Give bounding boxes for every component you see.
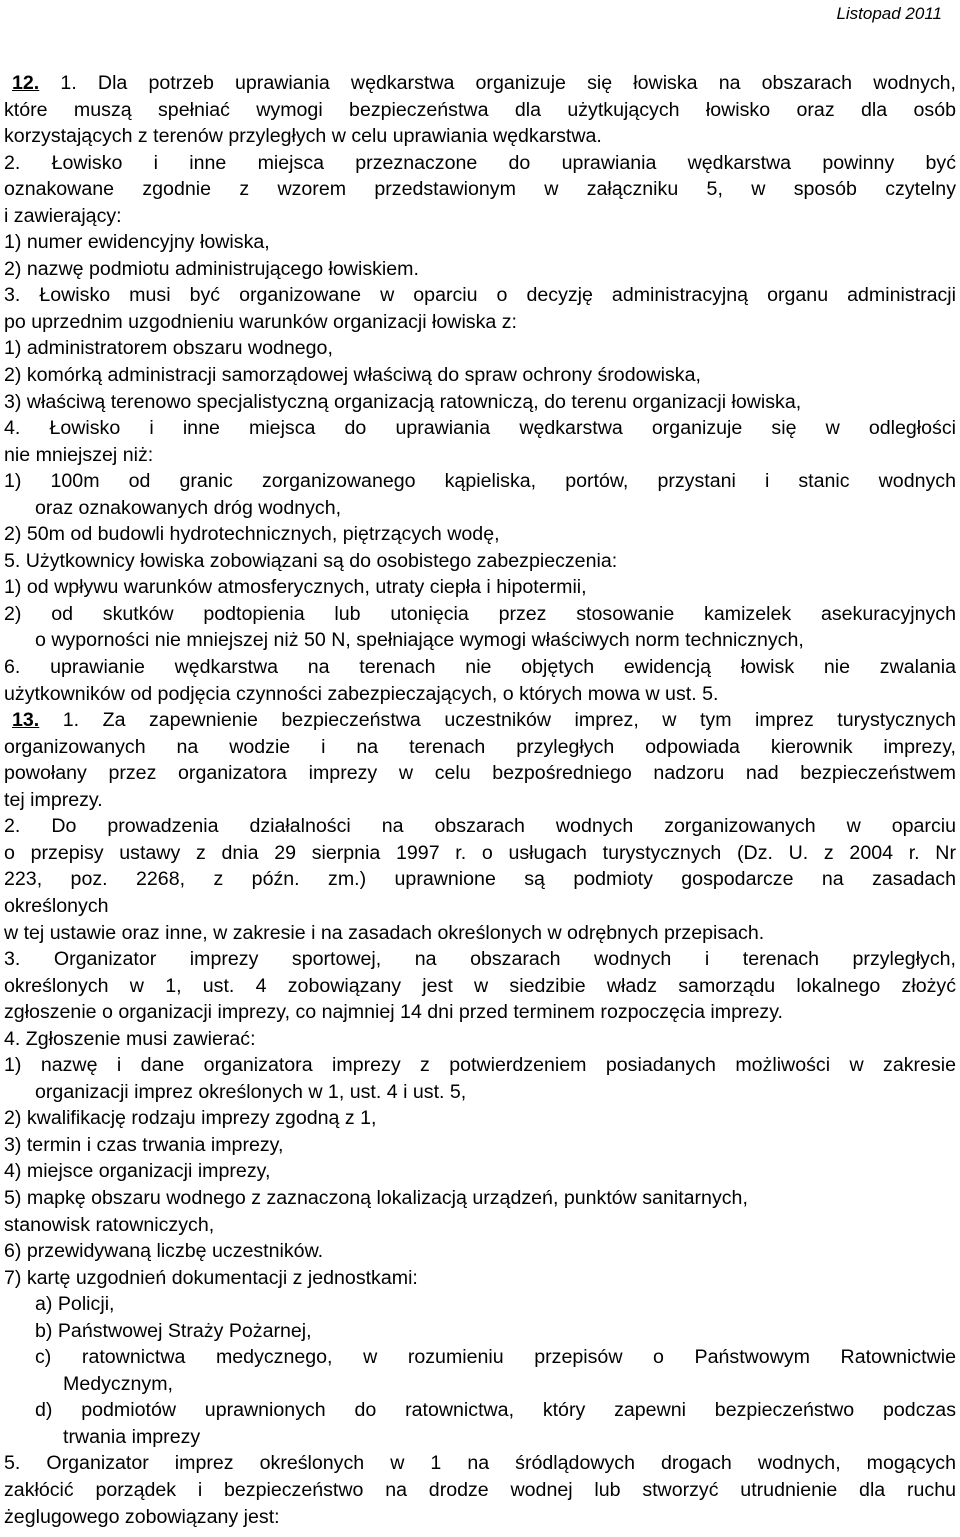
text-line — [4, 1371, 956, 1398]
line-text: 1) 100m od granic zorganizowanego kąpieliska, portów, przystani i stanic wodnych — [4, 470, 956, 493]
text-line — [4, 229, 956, 256]
text-line — [4, 1397, 956, 1424]
text-line — [4, 787, 956, 814]
line-text: 6) przewidywaną liczbę uczestników. — [4, 1240, 324, 1263]
line-text: 4. Łowisko i inne miejsca do uprawiania wędkarstwa organizuje się w odległości — [4, 417, 956, 440]
page-header-date: Listopad 2011 — [836, 4, 942, 23]
line-text: 1. Dla potrzeb uprawiania wędkarstwa organizuje się łowiska na obszarach wodnych, — [60, 72, 956, 94]
line-text: i zawierający: — [4, 204, 122, 227]
line-text: 2) 50m od budowli hydrotechnicznych, piętrzących wodę, — [4, 523, 500, 546]
text-line — [4, 1185, 956, 1212]
text-line — [4, 389, 956, 416]
text-line — [4, 1265, 956, 1292]
text-line — [4, 150, 956, 177]
text-line — [4, 1238, 956, 1265]
line-text: które muszą spełniać wymogi bezpieczeństwa dla użytkujących łowisko oraz dla osób — [4, 98, 956, 121]
line-text: po uprzednim uzgodnieniu warunków organizacji łowiska z: — [4, 310, 517, 333]
line-text: trwania imprezy — [63, 1425, 201, 1448]
line-text: 2) od skutków podtopienia lub utonięcia przez stosowanie kamizelek asekuracyjnych — [4, 602, 956, 625]
text-line — [4, 999, 956, 1026]
text-line — [4, 1291, 956, 1318]
line-text: c) ratownictwa medycznego, w rozumieniu przepisów o Państwowym Ratownictwie — [35, 1346, 956, 1369]
section-number: 12. — [12, 72, 40, 94]
line-text: korzystających z terenów przyległych w celu uprawiania wędkarstwa. — [4, 125, 602, 148]
text-line — [4, 495, 956, 522]
text-line — [4, 1450, 956, 1477]
text-line — [4, 601, 956, 628]
line-text: 2. Do prowadzenia działalności na obszarach wodnych zorganizowanych w oparciu — [4, 815, 956, 838]
line-text: 4) miejsce organizacji imprezy, — [4, 1160, 271, 1183]
line-text: organizacji imprez określonych w 1, ust. 4 i ust. 5, — [35, 1080, 467, 1103]
text-line — [4, 335, 956, 362]
text-line — [4, 1158, 956, 1185]
text-line — [4, 681, 956, 708]
line-text: zakłócić porządek i bezpieczeństwo na drodze wodnej lub stworzyć utrudnienie dla ruchu — [4, 1478, 956, 1501]
line-text: 1) administratorem obszaru wodnego, — [4, 337, 333, 360]
line-text: 1) numer ewidencyjny łowiska, — [4, 231, 270, 254]
line-text: nie mniejszej niż: — [4, 443, 154, 466]
line-text: tej imprezy. — [4, 788, 103, 811]
text-line — [4, 866, 956, 893]
line-text: oznakowane zgodnie z wzorem przedstawionym w załączniku 5, w sposób czytelny — [4, 178, 956, 201]
line-text: 5. Organizator imprez określonych w 1 na śródlądowych drogach wodnych, mogących — [4, 1452, 956, 1475]
text-line — [4, 1105, 956, 1132]
line-text: 1) nazwę i dane organizatora imprezy z potwierdzeniem posiadanych możliwości w zakresie — [4, 1054, 956, 1077]
line-text: 3. Organizator imprezy sportowej, na obszarach wodnych i terenach przyległych, — [4, 948, 956, 971]
line-text: d) podmiotów uprawnionych do ratownictwa, który zapewni bezpieczeństwo podczas — [35, 1399, 956, 1422]
line-text: zgłoszenie o organizacji imprezy, co najmniej 14 dni przed terminem rozpoczęcia imprezy. — [4, 1001, 784, 1024]
text-line — [4, 548, 956, 575]
text-line — [4, 1424, 956, 1451]
line-text: powołany przez organizatora imprezy w celu bezpośredniego nadzoru nad bezpieczeństwem — [4, 762, 956, 785]
line-text: żeglugowego zobowiązany jest: — [4, 1505, 280, 1528]
text-line — [4, 760, 956, 787]
line-text: 5. Użytkownicy łowiska zobowiązani są do osobistego zabezpieczenia: — [4, 549, 618, 572]
text-line — [4, 946, 956, 973]
line-text: 3) termin i czas trwania imprezy, — [4, 1133, 284, 1156]
text-line — [4, 362, 956, 389]
line-text: o wyporności nie mniejszej niż 50 N, spełniające wymogi właściwych norm technicznych, — [35, 629, 804, 652]
text-line — [4, 840, 956, 867]
text-line — [4, 654, 956, 681]
line-text: 223, poz. 2268, z późn. zm.) uprawnione są podmioty gospodarcze na zasadach — [4, 868, 956, 891]
text-line — [4, 1052, 956, 1079]
line-text: stanowisk ratowniczych, — [4, 1213, 215, 1236]
line-text: 2. Łowisko i inne miejsca przeznaczone do uprawiania wędkarstwa powinny być — [4, 151, 956, 174]
text-line — [4, 123, 956, 150]
text-line — [4, 1026, 956, 1053]
section-number: 13. — [12, 709, 40, 732]
line-text: 4. Zgłoszenie musi zawierać: — [4, 1027, 256, 1050]
text-line — [4, 627, 956, 654]
text-line — [4, 1079, 956, 1106]
text-line — [4, 468, 956, 495]
text-line — [4, 1344, 956, 1371]
text-line — [4, 1132, 956, 1159]
text-line — [4, 734, 956, 761]
line-text: 6. uprawianie wędkarstwa na terenach nie objętych ewidencją łowisk nie zwalania — [4, 656, 956, 679]
line-text: 2) komórką administracji samorządowej właściwą do spraw ochrony środowiska, — [4, 364, 701, 387]
line-text: organizowanych na wodzie i na terenach przyległych odpowiada kierownik imprezy, — [4, 735, 956, 758]
text-line — [4, 574, 956, 601]
text-line — [4, 1504, 956, 1531]
document-body — [4, 70, 956, 1530]
text-line — [4, 813, 956, 840]
line-text: 2) kwalifikację rodzaju imprezy zgodną z 1, — [4, 1107, 377, 1130]
text-line — [4, 97, 956, 124]
line-text: 7) kartę uzgodnień dokumentacji z jednostkami: — [4, 1266, 418, 1289]
text-line — [4, 70, 956, 97]
line-text: 5) mapkę obszaru wodnego z zaznaczoną lokalizacją urządzeń, punktów sanitarnych, — [4, 1186, 748, 1209]
text-line — [4, 415, 956, 442]
line-text: 3) właściwą terenowo specjalistyczną organizacją ratowniczą, do terenu organizacji łowiska, — [4, 390, 802, 413]
text-line — [4, 282, 956, 309]
text-line — [4, 707, 956, 734]
line-text: Medycznym, — [63, 1372, 173, 1395]
line-text: oraz oznakowanych dróg wodnych, — [35, 496, 342, 519]
line-text: b) Państwowej Straży Pożarnej, — [35, 1319, 312, 1342]
text-line — [4, 1477, 956, 1504]
text-line — [4, 521, 956, 548]
text-line — [4, 920, 956, 947]
text-line — [4, 309, 956, 336]
line-text: 1) od wpływu warunków atmosferycznych, utraty ciepła i hipotermii, — [4, 576, 587, 599]
text-line — [4, 256, 956, 283]
line-text: o przepisy ustawy z dnia 29 sierpnia 1997 r. o usługach turystycznych (Dz. U. z 2004 r. Nr — [4, 841, 956, 864]
text-line — [4, 203, 956, 230]
line-text: użytkowników od podjęcia czynności zabezpieczających, o których mowa w ust. 5. — [4, 682, 719, 705]
text-line — [4, 1212, 956, 1239]
line-text: 3. Łowisko musi być organizowane w oparciu o decyzję administracyjną organu administracji — [4, 284, 956, 307]
text-line — [4, 176, 956, 203]
text-line — [4, 893, 956, 920]
line-text: określonych w 1, ust. 4 zobowiązany jest w siedzibie władz samorządu lokalnego złożyć — [4, 974, 956, 997]
text-line — [4, 973, 956, 1000]
line-text: 2) nazwę podmiotu administrującego łowiskiem. — [4, 257, 419, 280]
line-text: określonych — [4, 894, 109, 917]
text-line — [4, 1318, 956, 1345]
line-text: w tej ustawie oraz inne, w zakresie i na zasadach określonych w odrębnych przepisach. — [4, 921, 765, 944]
line-text: 1. Za zapewnienie bezpieczeństwa uczestników imprez, w tym imprez turystycznych — [62, 709, 956, 732]
text-line — [4, 442, 956, 469]
line-text: a) Policji, — [35, 1293, 115, 1316]
